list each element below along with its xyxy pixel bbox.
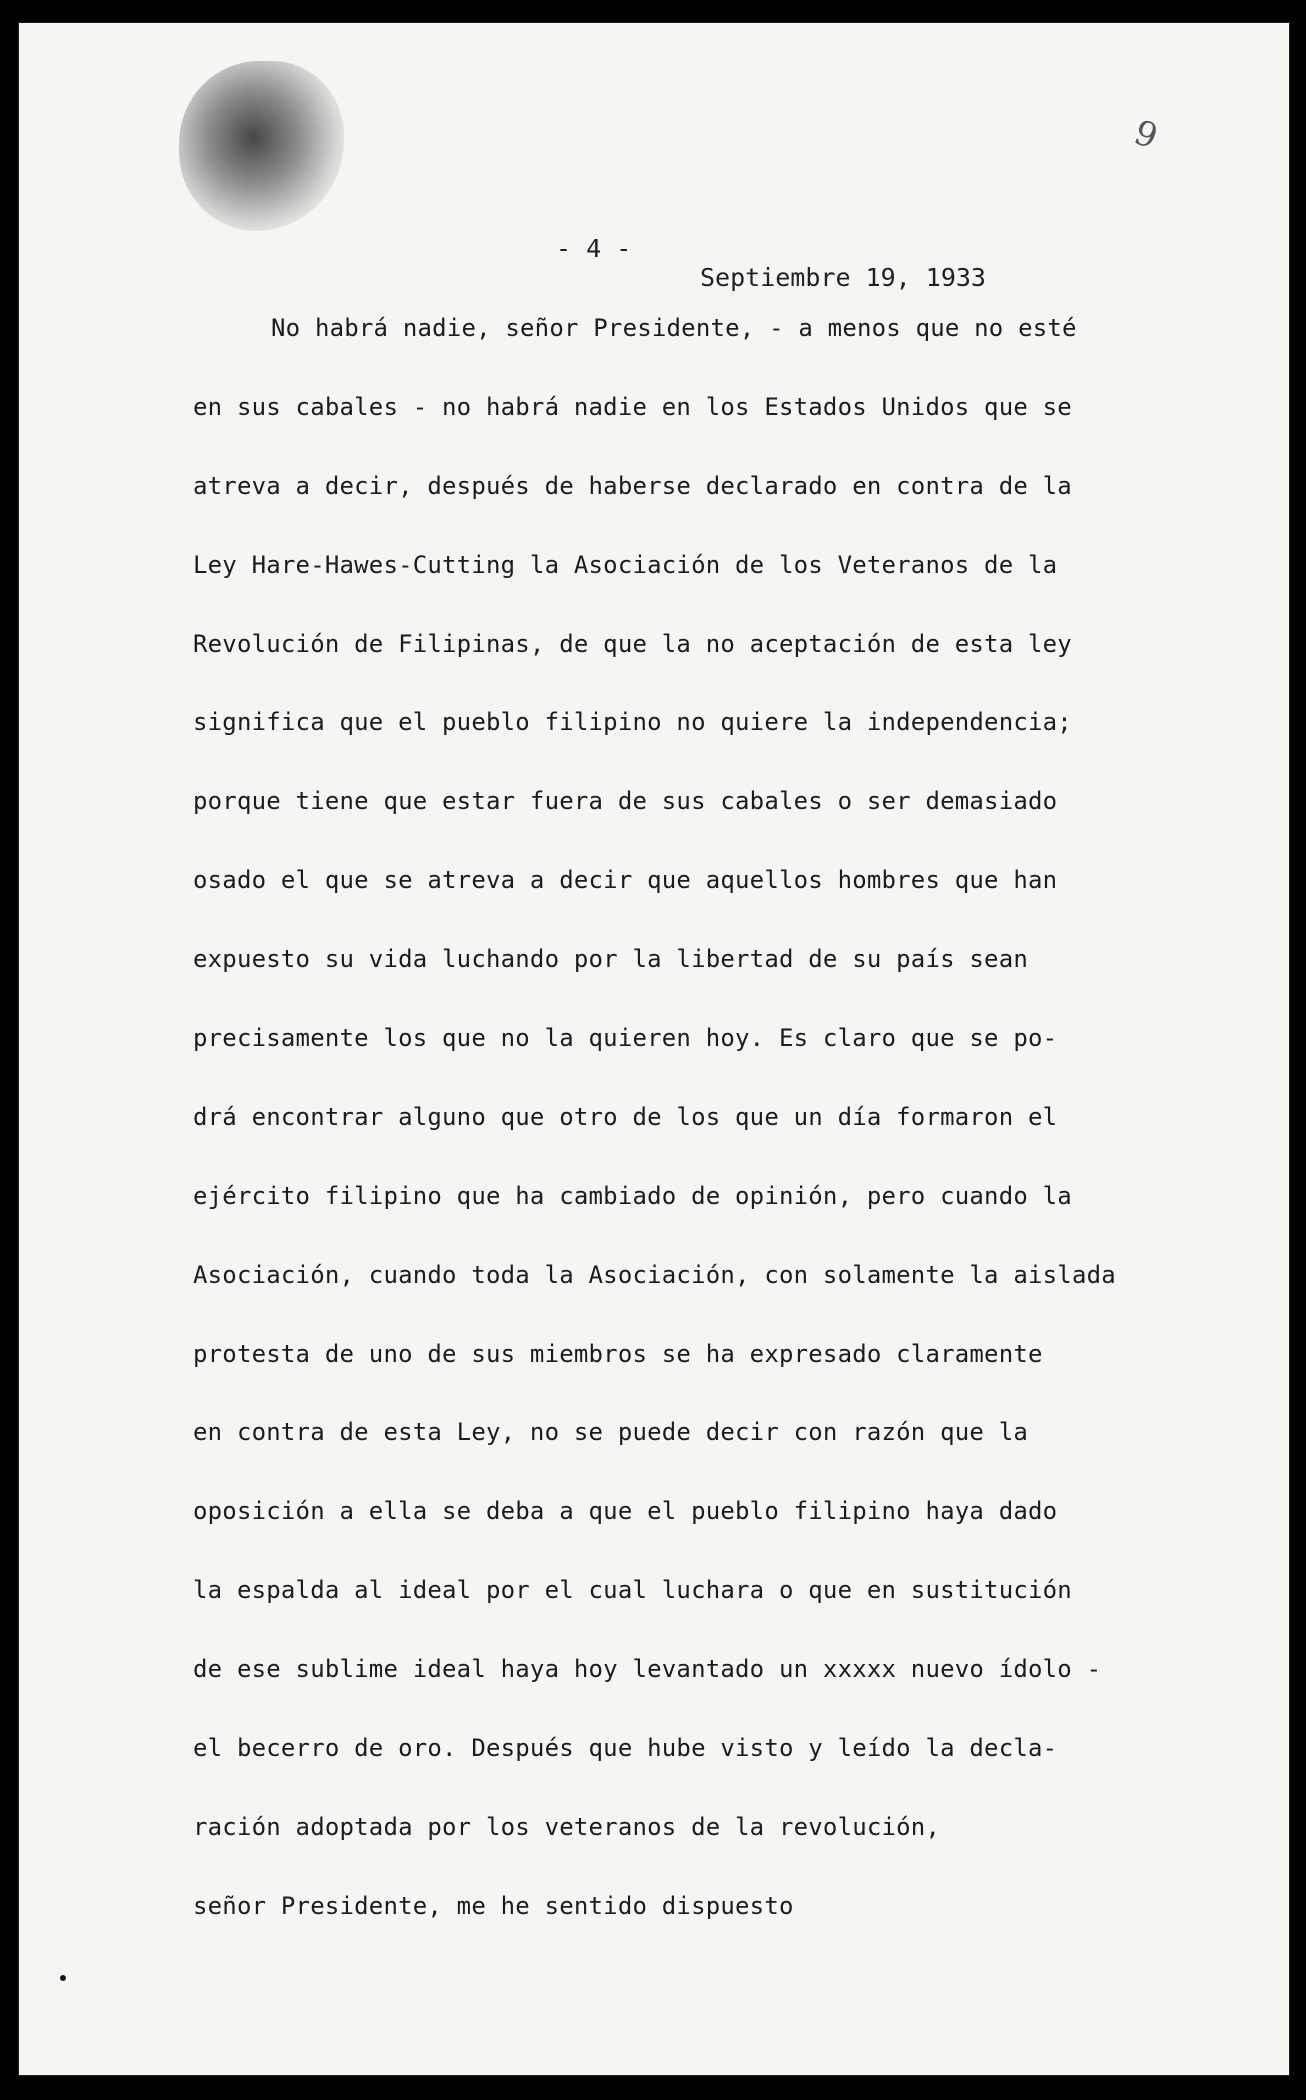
text-line: significa que el pueblo filipino no quiere la independencia; — [193, 708, 1072, 737]
text-line: protesta de uno de sus miembros se ha expresado claramente — [193, 1339, 1043, 1368]
body-text — [193, 303, 1223, 1960]
text-line: oposición a ella se deba a que el pueblo filipino haya dado — [193, 1497, 1058, 1526]
text-line: en sus cabales - no habrá nadie en los Estados Unidos que se — [193, 392, 1072, 421]
text-line: ejército filipino que ha cambiado de opinión, pero cuando la — [193, 1181, 1072, 1210]
text-line: precisamente los que no la quieren hoy. Es claro que se po- — [193, 1024, 1058, 1053]
text-line: la espalda al ideal por el cual luchara o que en sustitución — [193, 1576, 1072, 1605]
document-date: Septiembre 19, 1933 — [700, 263, 986, 292]
ink-speck — [60, 1975, 66, 1981]
text-line: de ese sublime ideal haya hoy levantado un xxxxx nuevo ídolo - — [193, 1655, 1102, 1684]
page-header — [0, 205, 1306, 292]
text-line: Revolución de Filipinas, de que la no aceptación de esta ley — [193, 629, 1072, 658]
text-line: expuesto su vida luchando por la libertad de su país sean — [193, 945, 1029, 974]
page-number: - 4 - — [556, 234, 632, 263]
text-line: atreva a decir, después de haberse declarado en contra de la — [193, 471, 1072, 500]
text-line: porque tiene que estar fuera de sus cabales o ser demasiado — [193, 787, 1058, 816]
text-line: Asociación, cuando toda la Asociación, con solamente la aislada — [193, 1260, 1116, 1289]
text-line: osado el que se atreva a decir que aquellos hombres que han — [193, 866, 1058, 895]
text-line: No habrá nadie, señor Presidente, - a menos que no esté — [271, 314, 1077, 342]
text-line: drá encontrar alguno que otro de los que un día formaron el — [193, 1102, 1058, 1131]
text-line: en contra de esta Ley, no se puede decir con razón que la — [193, 1418, 1029, 1447]
corner-mark: 9 — [1129, 112, 1164, 158]
text-line: ración adoptada por los veteranos de la revolución, — [193, 1812, 941, 1841]
text-line: el becerro de oro. Después que hube visto y leído la decla- — [193, 1734, 1058, 1763]
text-line: señor Presidente, me he sentido dispuesto — [193, 1891, 794, 1920]
text-line: Ley Hare-Hawes-Cutting la Asociación de los Veteranos de la — [193, 550, 1058, 579]
